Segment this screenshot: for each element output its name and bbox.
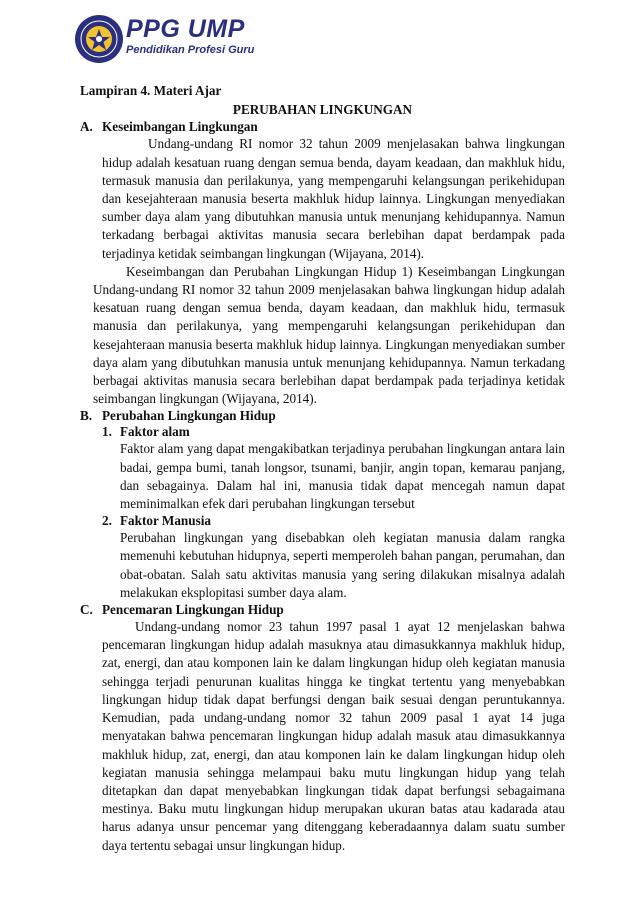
section-a-paragraph-2: Keseimbangan dan Perubahan Lingkungan Hidup 1) Keseimbangan Lingkungan Undang-undang RI nomor 32 tahun 2009 menjelasakan bahwa lingkungan hidup adalah kesatuan ruang dengan semua benda, dayam keadaan, dan makhluk hidu, termasuk manusia dan perilakunya, yang mempengaruhi kelangsungan perikehidupan dan kesejahteraan manusia beserta makhluk hidup lainnya. Lingkungan menyediakan sumber daya alam yang dibutuhkan manusia untuk menunjang kehidupannya. Namun terkadang berbagai aktivitas manusia secara berlebihan dapat berdampak pada terjadinya ketidak seimbangan lingkungan (Wijayana, 2014). — [93, 263, 565, 407]
brand-name: PPG UMP — [126, 15, 245, 43]
section-c-heading — [80, 602, 565, 618]
section-a-heading — [80, 119, 565, 135]
lampiran-label: Lampiran 4. Materi Ajar — [80, 83, 222, 98]
section-b-item-2-title: Faktor Manusia — [120, 513, 211, 529]
section-b-item-1-body: Faktor alam yang dapat mengakibatkan terjadinya perubahan lingkungan antara lain badai, gempa bumi, tanah longsor, tsunami, banjir, angin topan, kemarau panjang, dan sebagainya. Dalam hal ini, manusia tidak dapat mencegah namun dapat meminimalkan efek dari perubahan lingkungan tersebut — [120, 441, 565, 512]
section-c-paragraph-1: Undang-undang nomor 23 tahun 1997 pasal 1 ayat 12 menjelaskan bahwa pencemaran lingkungan hidup adalah masuknya atau dimasukkannya makhluk hidup, zat, energi, dan atau komponen lain ke dalam lingkungan hidup oleh kegiatan manusia sehingga terjadi penurunan kualitas hingga ke tingkat tertentu yang menyebabkan lingkungan hidup tidak dapat berfungsi dengan baik sesuai dengan peruntukannya. Kemudian, pada undang-undang nomor 32 tahun 2009 pasal 1 ayat 14 juga menyatakan bahwa pencemaran lingkungan hidup adalah masuk atau dimasukkannya makhluk hidup, zat, energi, dan atau komponen lain ke dalam lingkungan hidup oleh kegiatan manusia sehingga melampaui baku mutu lingkungan hidup yang telah ditetapkan dan dapat menyebabkan lingkungan tidak dapat berfungsi sebagaimana mestinya. Baku mutu lingkungan hidup merupakan ukuran batas atau kadarada atau harus adanya unsur pencemar yang ditenggang keberadaannya dalam suatu sumber daya tertentu sebagai unsur lingkungan hidup. — [102, 619, 565, 853]
section-c-title: Pencemaran Lingkungan Hidup — [102, 602, 284, 618]
section-a-title: Keseimbangan Lingkungan — [102, 119, 258, 135]
section-b-item-1-number: 1. — [102, 424, 112, 440]
section-b-item-2-number: 2. — [102, 513, 112, 529]
document-body — [80, 82, 565, 855]
section-b-heading — [80, 408, 565, 424]
section-b-item-1-heading — [80, 424, 565, 440]
section-b-item-2-body: Perubahan lingkungan yang disebabkan oleh kegiatan manusia dalam rangka memenuhi kebutuhan hidupnya, seperti memperoleh bahan pangan, perumahan, dan obat-obatan. Salah satu aktivitas manusia yang sering dilakukan misalnya adalah melakukan eksplopitasi sumber daya alam. — [120, 530, 565, 600]
section-b-item-2-heading — [80, 513, 565, 529]
section-a-letter: A. — [80, 119, 93, 135]
brand-subtitle: Pendidikan Profesi Guru — [126, 44, 255, 56]
document-title: PERUBAHAN LINGKUNGAN — [232, 102, 413, 118]
section-c-letter: C. — [80, 602, 93, 618]
section-b-letter: B. — [80, 408, 93, 424]
ump-seal-logo-icon — [74, 14, 124, 64]
brand — [126, 16, 254, 57]
section-a-paragraph-1: Undang-undang RI nomor 32 tahun 2009 menjelasakan bahwa lingkungan hidup adalah kesatuan ruang dengan semua benda, dayam keadaan, dan makhluk hidu, termasuk manusia dan perilakunya, yang mempengaruhi kelangsungan perikehidupan dan kesejahteraan manusia beserta makhluk hidup lainnya. Lingkungan menyediakan sumber daya alam yang dibutuhkan manusia untuk menunjang kehidupannya. Namun terkadang berbagai aktivitas manusia secara berlebihan dapat berdampak pada terjadinya ketidak seimbangan lingkungan (Wijayana, 2014). — [102, 136, 565, 261]
section-b-title: Perubahan Lingkungan Hidup — [102, 408, 276, 424]
section-b-item-1-title: Faktor alam — [120, 424, 190, 440]
